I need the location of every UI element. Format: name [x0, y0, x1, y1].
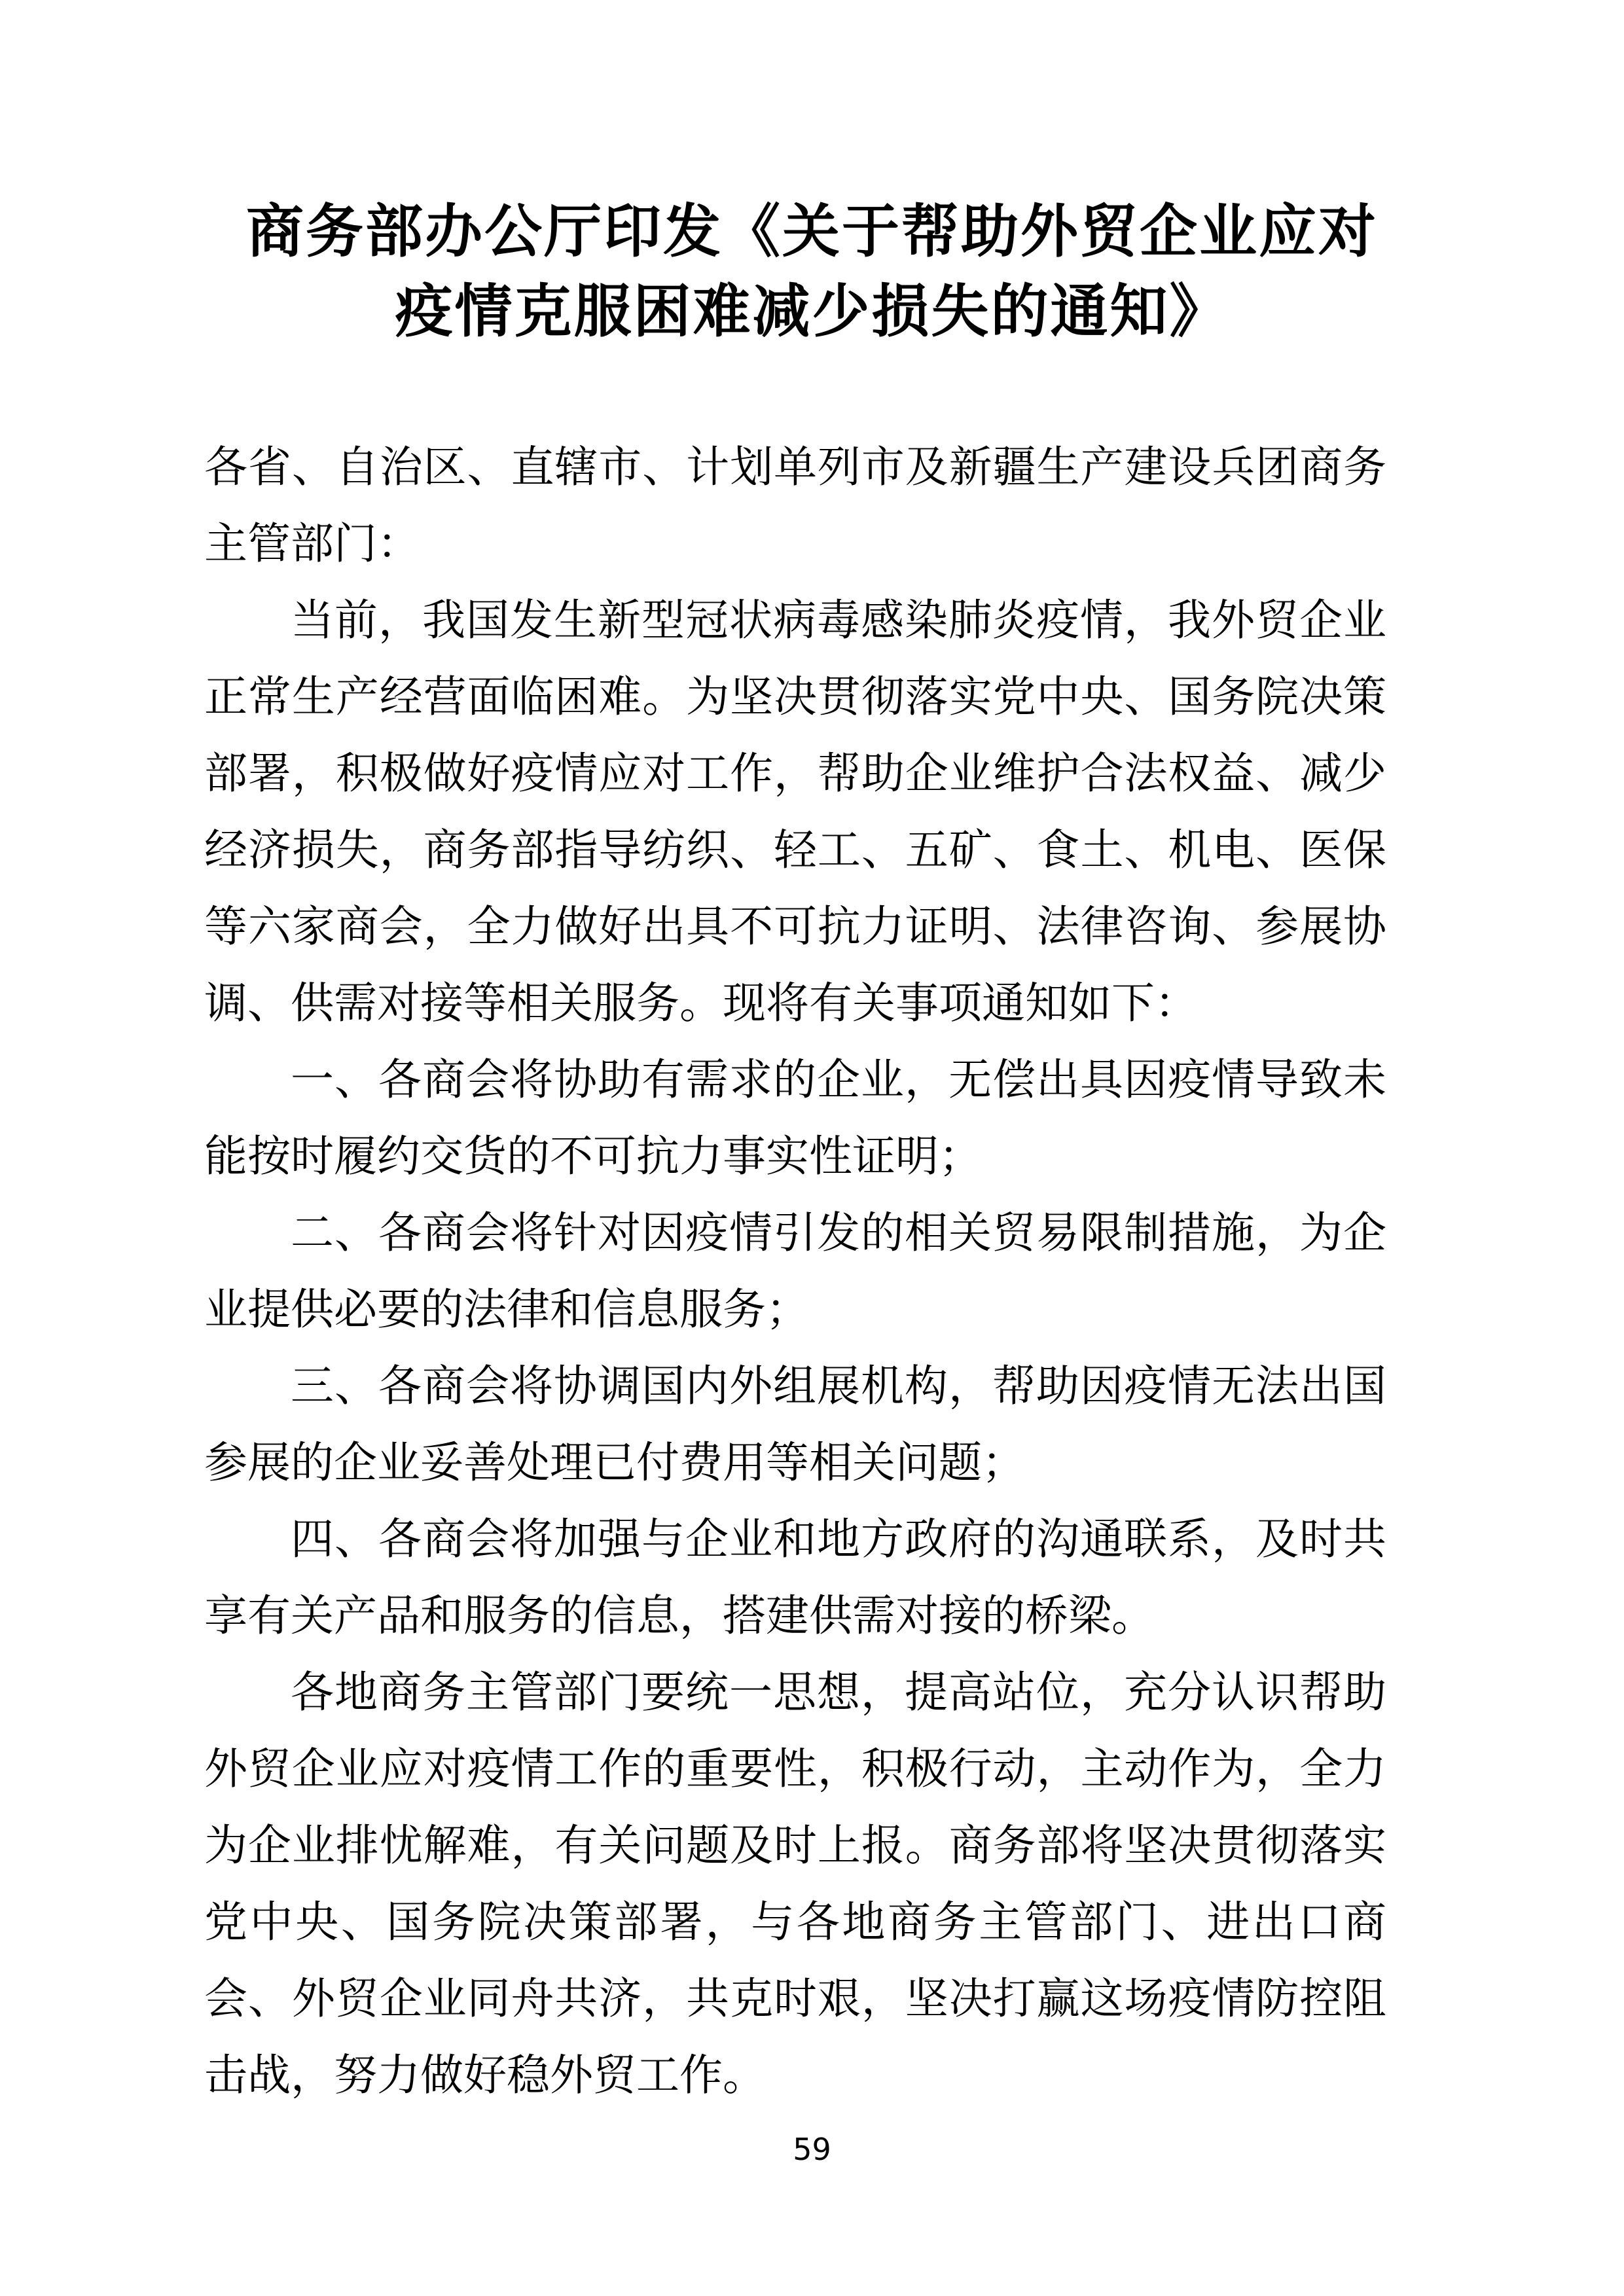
document-title: [0, 193, 1624, 353]
item-2-paragraph: 二、各商会将针对因疫情引发的相关贸易限制措施，为企业提供必要的法律和信息服务；: [204, 1210, 1386, 1334]
item-1-paragraph: 一、各商会将协助有需求的企业，无偿出具因疫情导致未能按时履约交货的不可抗力事实性证明；: [204, 1056, 1386, 1181]
closing-paragraph: 各地商务主管部门要统一思想，提高站位，充分认识帮助外贸企业应对疫情工作的重要性，积极行动，主动作为，全力为企业排忧解难，有关问题及时上报。商务部将坚决贯彻落实党中央、国务院决策部署，与各地商务主管部门、进出口商会、外贸企业同舟共济，共克时艰，坚决打赢这场疫情防控阻击战，努力做好稳外贸工作。: [204, 1669, 1386, 2100]
item-3-paragraph: 三、各商会将协调国内外组展机构，帮助因疫情无法出国参展的企业妥善处理已付费用等相关问题；: [204, 1363, 1386, 1487]
salutation-paragraph: 各省、自治区、直辖市、计划单列市及新疆生产建设兵团商务主管部门：: [204, 444, 1386, 568]
intro-paragraph: 当前，我国发生新型冠状病毒感染肺炎疫情，我外贸企业正常生产经营面临困难。为坚决贯彻落实党中央、国务院决策部署，积极做好疫情应对工作，帮助企业维护合法权益、减少经济损失，商务部指导纺织、轻工、五矿、食土、机电、医保等六家商会，全力做好出具不可抗力证明、法律咨询、参展协调、供需对接等相关服务。现将有关事项通知如下：: [204, 597, 1386, 1028]
item-4-paragraph: 四、各商会将加强与企业和地方政府的沟通联系，及时共享有关产品和服务的信息，搭建供需对接的桥梁。: [204, 1516, 1386, 1640]
document-title-line-1: 商务部办公厅印发《关于帮助外贸企业应对: [245, 201, 1378, 264]
document-title-line-2: 疫情克服困难减少损失的通知》: [395, 281, 1229, 344]
document-body: [204, 429, 1386, 2114]
page-number: 59: [793, 2132, 831, 2167]
